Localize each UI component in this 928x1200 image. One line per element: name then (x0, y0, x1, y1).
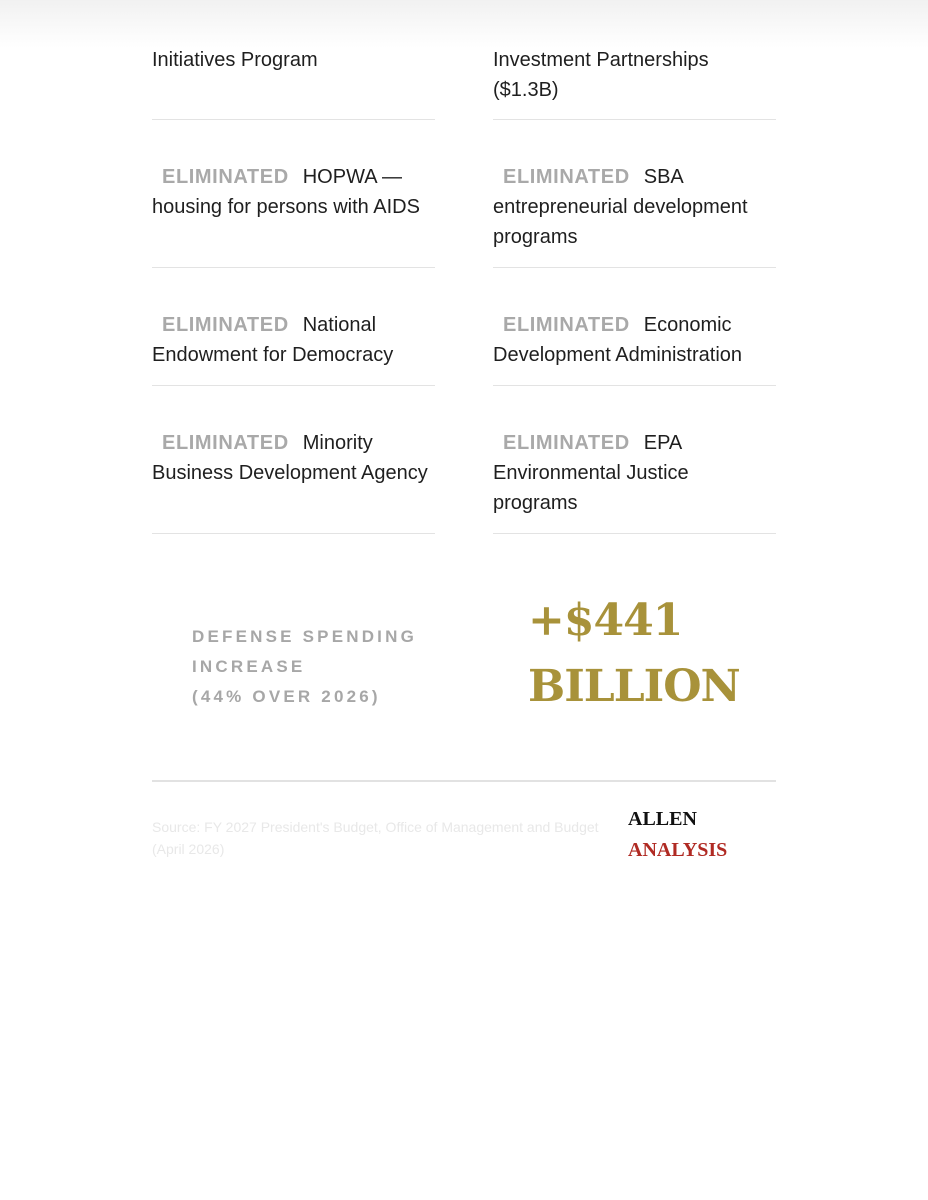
program-name: Initiatives Program (152, 49, 318, 71)
source-note: Source: FY 2027 President's Budget, Office of Management and Budget (April 2026) (152, 819, 599, 857)
program-item (152, 120, 435, 268)
eliminated-badge: ELIMINATED (503, 314, 630, 336)
program-name: Investment Partnerships ($1.3B) (493, 49, 709, 101)
program-name: National Endowment for Democracy (152, 314, 394, 366)
value-line2: BILLION (528, 661, 740, 712)
footer-divider (152, 780, 776, 782)
eliminated-badge: ELIMINATED (162, 432, 289, 454)
eliminated-badge: ELIMINATED (162, 314, 289, 336)
program-item (152, 40, 435, 120)
program-name: EPA Environmental Justice programs (493, 432, 689, 514)
eliminated-badge: ELIMINATED (503, 166, 630, 188)
program-name: SBA entrepreneurial development programs (493, 166, 748, 248)
defense-callout-label (192, 622, 522, 712)
program-item (493, 40, 776, 120)
program-name: Economic Development Administration (493, 314, 743, 366)
allen-analysis-logo (628, 804, 727, 866)
callout-label-line2: (44% OVER 2026) (192, 687, 381, 706)
program-name: Minority Business Development Agency (152, 432, 428, 484)
program-item (493, 120, 776, 268)
program-item (152, 386, 435, 534)
eliminated-programs-grid (152, 40, 776, 534)
eliminated-badge: ELIMINATED (503, 432, 630, 454)
logo-line2: ANALYSIS (628, 839, 728, 861)
program-item (493, 386, 776, 534)
logo-line1: ALLEN (628, 808, 697, 830)
program-name: HOPWA — housing for persons with AIDS (152, 166, 420, 218)
callout-label-line1: DEFENSE SPENDING INCREASE (192, 627, 418, 676)
program-item (152, 268, 435, 386)
eliminated-badge: ELIMINATED (162, 166, 289, 188)
program-item (493, 268, 776, 386)
value-line1: +$441 (528, 595, 683, 646)
defense-increase-value (528, 588, 808, 720)
